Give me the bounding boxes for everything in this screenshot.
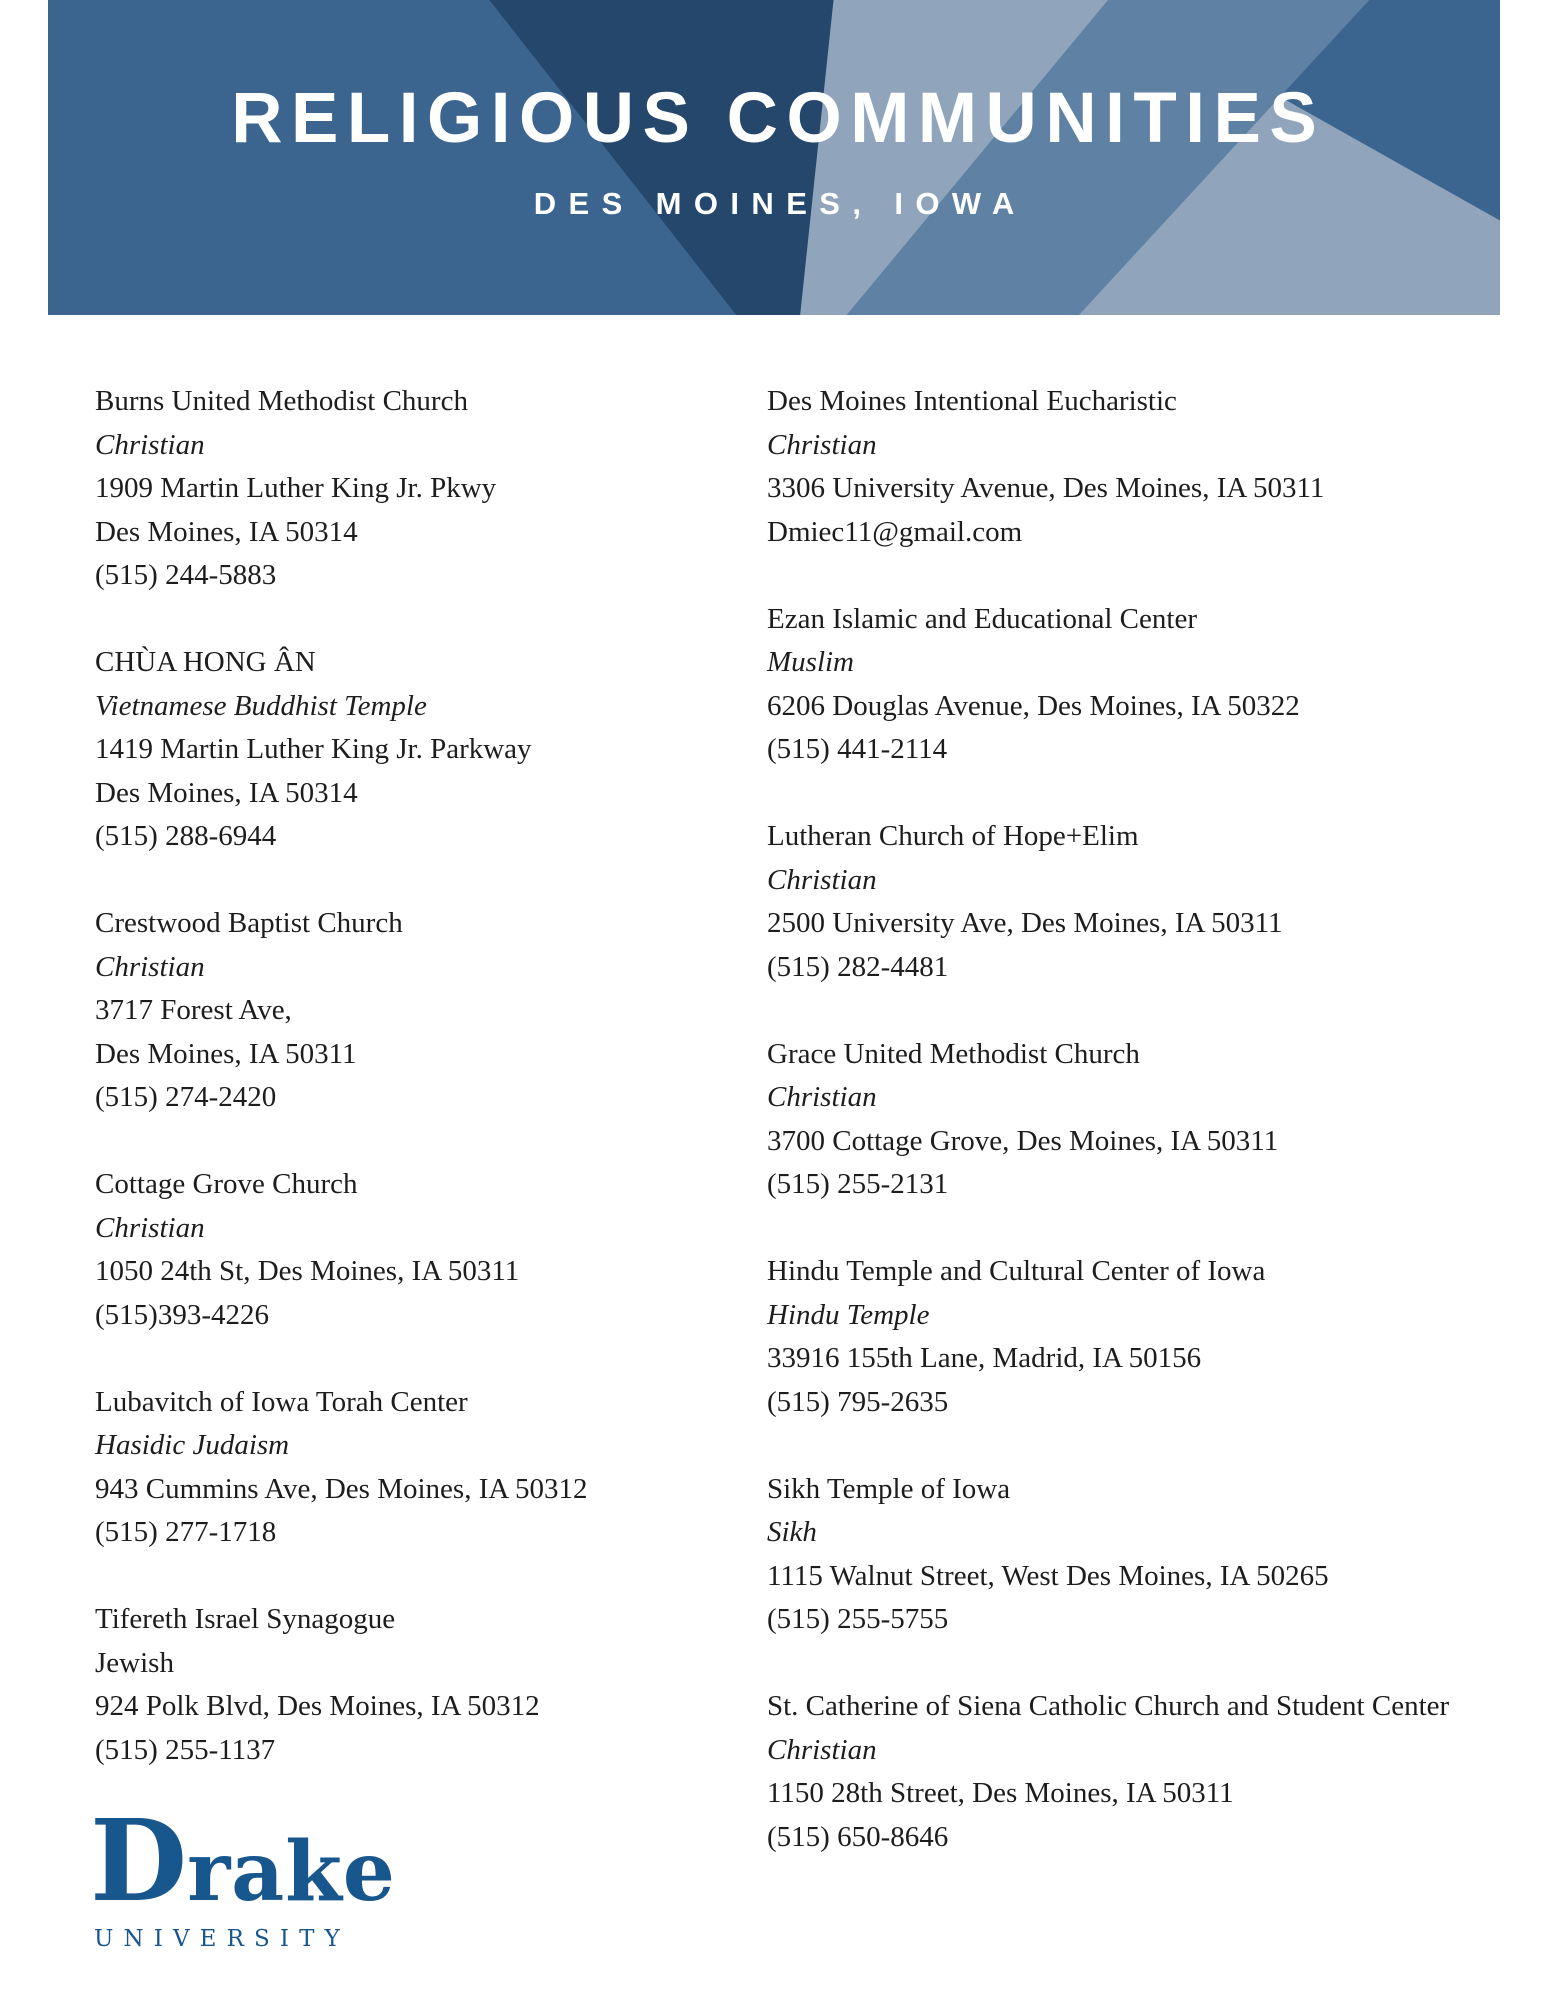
header-banner (48, 0, 1500, 315)
entry-detail-line: Des Moines, IA 50311 (95, 1037, 357, 1070)
entry-name: Des Moines Intentional Eucharistic (767, 385, 1177, 417)
entry-category: Christian (95, 950, 205, 983)
entry-category: Christian (767, 1081, 877, 1113)
listing-entry (95, 902, 740, 1120)
entry-detail-line: 6206 Douglas Avenue, Des Moines, IA 50322 (767, 689, 1300, 722)
entry-detail-line: 1909 Martin Luther King Jr. Pkwy (95, 472, 497, 504)
entry-category: Christian (95, 428, 205, 461)
entry-detail-line: 1150 28th Street, Des Moines, IA 50311 (767, 1777, 1234, 1809)
entry-detail-line: 3717 Forest Ave, (95, 994, 292, 1026)
banner-text (48, 0, 1500, 315)
entry-detail-line: (515) 244-5883 (95, 559, 277, 591)
entry-detail-line: Des Moines, IA 50314 (95, 776, 358, 809)
entry-detail-line: 924 Polk Blvd, Des Moines, IA 50312 (95, 1690, 540, 1722)
entry-detail-line: 1050 24th St, Des Moines, IA 50311 (95, 1255, 520, 1287)
entry-category: Hindu Temple (767, 1298, 930, 1331)
listing-entry (767, 1250, 1525, 1424)
entry-name: Sikh Temple of Iowa (767, 1472, 1011, 1505)
entry-detail-line: (515) 441-2114 (767, 733, 948, 765)
listing-entry (95, 380, 740, 598)
listing-entry (767, 598, 1525, 772)
entry-detail-line: 33916 155th Lane, Madrid, IA 50156 (767, 1342, 1202, 1374)
entry-detail-line: (515) 255-5755 (767, 1603, 949, 1635)
listing-entry (95, 641, 740, 859)
entry-detail-line: (515) 277-1718 (95, 1516, 277, 1548)
entry-name: Ezan Islamic and Educational Center (767, 602, 1197, 635)
entry-detail-line: (515) 650-8646 (767, 1820, 949, 1853)
entry-detail-line: (515) 288-6944 (95, 820, 277, 852)
entry-category: Hasidic Judaism (95, 1429, 290, 1461)
listing-entry (95, 1163, 740, 1337)
entry-name: Lubavitch of Iowa Torah Center (95, 1385, 468, 1418)
drake-wordmark-rest: rake (187, 1824, 396, 1920)
listing-entry (767, 380, 1525, 554)
entry-category: Christian (95, 1211, 205, 1244)
entry-name: Crestwood Baptist Church (95, 907, 403, 939)
listings-column-right (767, 380, 1525, 1903)
entry-name: Tifereth Israel Synagogue (95, 1603, 396, 1635)
entry-detail-line: (515) 795-2635 (767, 1385, 949, 1418)
page-subtitle: DES MOINES, IOWA (533, 186, 1027, 221)
entry-detail-line: (515) 255-2131 (767, 1168, 949, 1200)
drake-university-logo (90, 1796, 396, 1952)
listing-entry (767, 1033, 1525, 1207)
entry-name: Hindu Temple and Cultural Center of Iowa (767, 1255, 1266, 1287)
entry-detail-line: 943 Cummins Ave, Des Moines, IA 50312 (95, 1472, 588, 1505)
entry-detail-line: Des Moines, IA 50314 (95, 515, 358, 548)
listing-entry (767, 1468, 1525, 1642)
entry-category: Jewish (95, 1646, 174, 1679)
entry-detail-line: 1419 Martin Luther King Jr. Parkway (95, 733, 532, 765)
entry-detail-line: (515)393-4226 (95, 1298, 269, 1331)
drake-wordmark (90, 1796, 396, 1927)
entry-name: CHÙA HONG ÂN (95, 646, 316, 678)
entry-detail-line: 3700 Cottage Grove, Des Moines, IA 50311 (767, 1124, 1279, 1157)
entry-category: Vietnamese Buddhist Temple (95, 689, 427, 722)
listing-entry (767, 815, 1525, 989)
entry-detail-line: Dmiec11@gmail.com (767, 515, 1023, 548)
entry-name: Lutheran Church of Hope+Elim (767, 820, 1139, 852)
entry-category: Muslim (767, 646, 854, 678)
entry-detail-line: 1115 Walnut Street, West Des Moines, IA 50265 (767, 1559, 1329, 1592)
page-title: RELIGIOUS COMMUNITIES (231, 79, 1326, 158)
entry-name: Burns United Methodist Church (95, 385, 468, 417)
drake-wordmark-initial: D (90, 1796, 188, 1927)
entry-category: Christian (767, 428, 877, 461)
entry-detail-line: (515) 255-1137 (95, 1733, 276, 1766)
entry-detail-line: 2500 University Ave, Des Moines, IA 50311 (767, 907, 1283, 939)
listing-entry (95, 1381, 740, 1555)
entry-detail-line: (515) 282-4481 (767, 950, 949, 983)
listings-column-left (95, 380, 740, 1816)
listing-entry (767, 1685, 1525, 1859)
listing-entry (95, 1598, 740, 1772)
entry-name: St. Catherine of Siena Catholic Church and Student Center (767, 1690, 1450, 1722)
entry-detail-line: (515) 274-2420 (95, 1081, 277, 1113)
entry-name: Cottage Grove Church (95, 1168, 358, 1200)
entry-detail-line: 3306 University Avenue, Des Moines, IA 50311 (767, 472, 1325, 504)
entry-category: Christian (767, 863, 877, 896)
entry-category: Christian (767, 1733, 877, 1766)
entry-name: Grace United Methodist Church (767, 1037, 1140, 1070)
entry-category: Sikh (767, 1516, 817, 1548)
drake-university-label: UNIVERSITY (94, 1926, 350, 1952)
